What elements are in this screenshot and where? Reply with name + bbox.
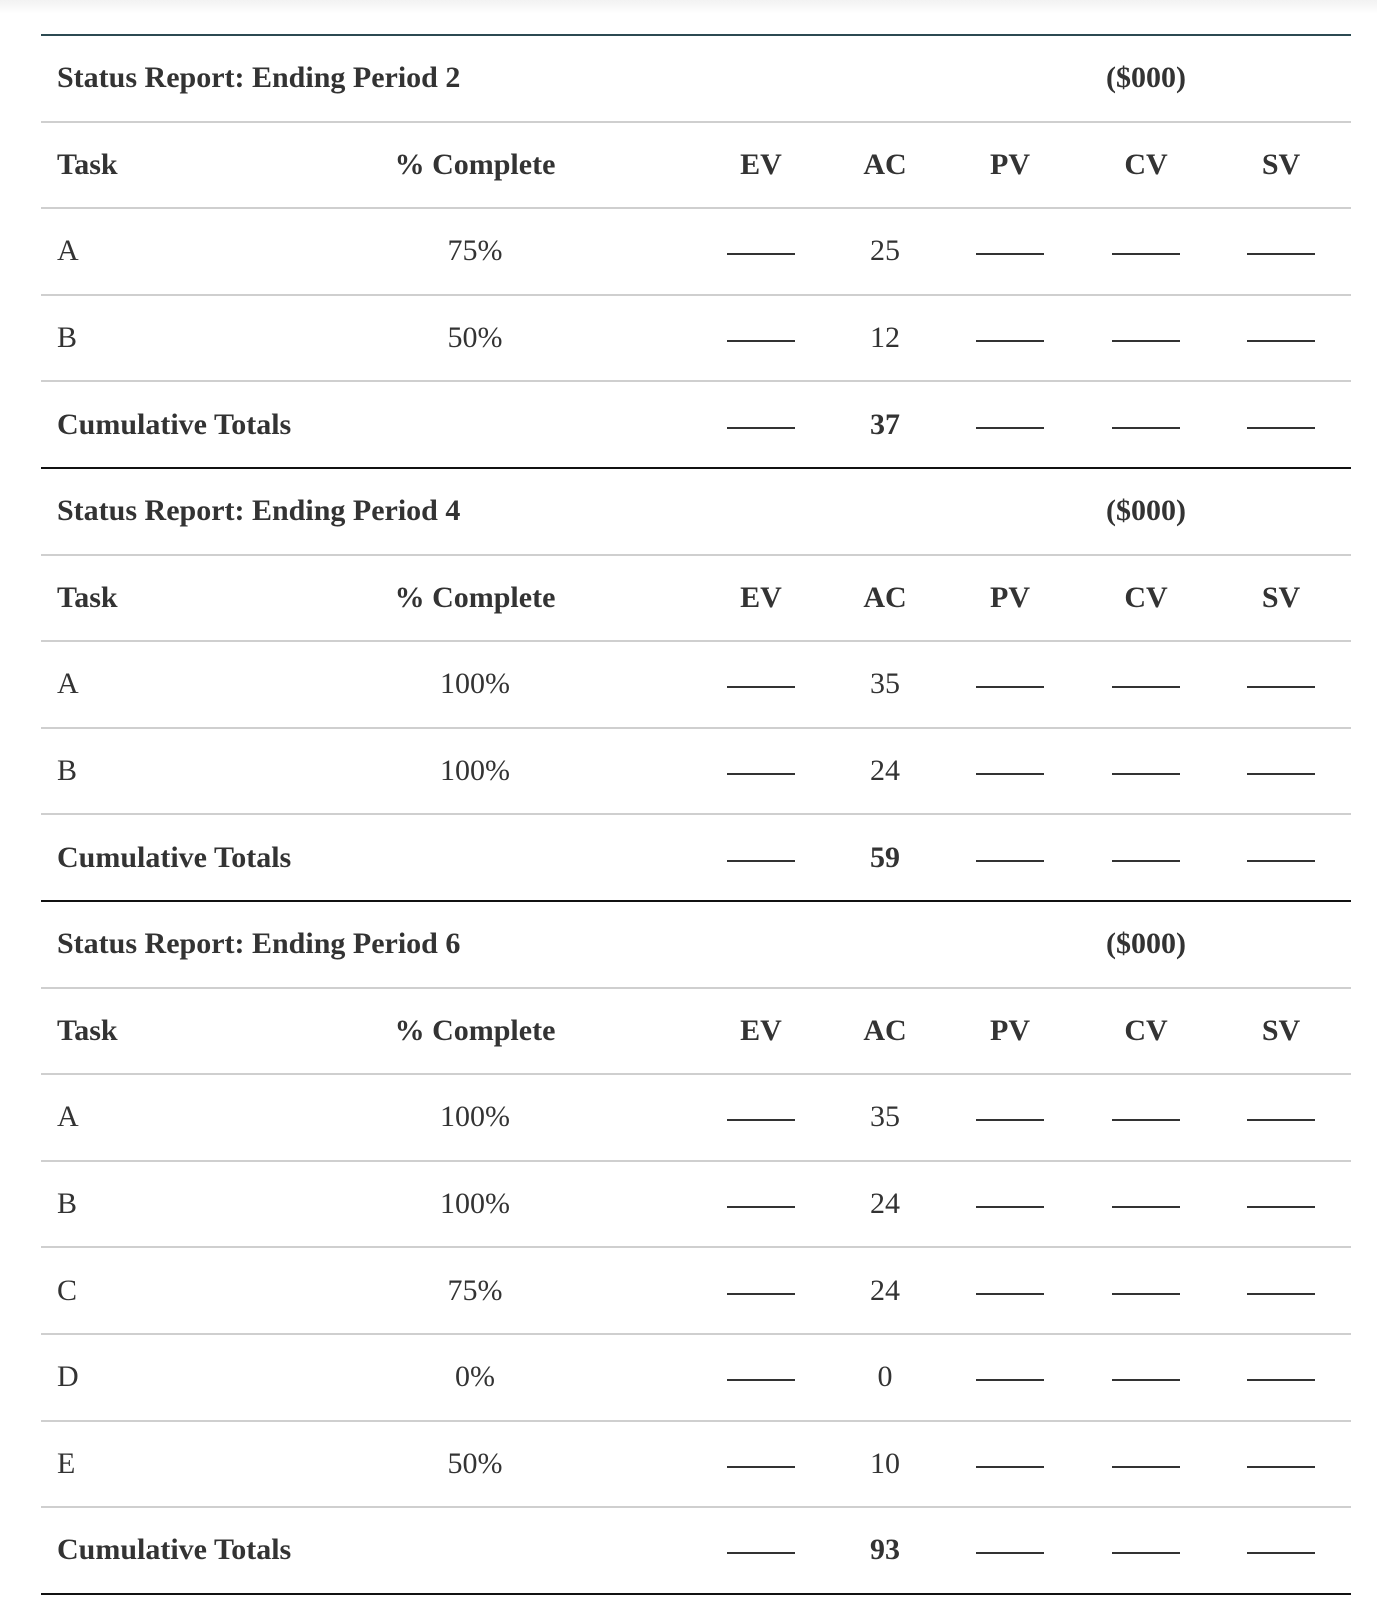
- col-header-pv: PV: [990, 147, 1030, 181]
- pct-complete: 0%: [455, 1360, 495, 1394]
- table-row: [41, 1335, 1351, 1422]
- blank-value-line: [727, 1552, 795, 1554]
- cv-cell: [1072, 1460, 1220, 1468]
- report-title-row: [41, 469, 1351, 556]
- report-title: Status Report: Ending Period 4: [57, 494, 461, 528]
- cv-cell: [1072, 1200, 1220, 1208]
- cumulative-totals-row: [41, 1508, 1351, 1595]
- blank-value-line: [976, 686, 1044, 688]
- blank-value-line: [976, 1119, 1044, 1121]
- blank-value-line: [1247, 340, 1315, 342]
- pct-complete: 50%: [447, 1446, 503, 1480]
- ev-cell: [700, 1287, 822, 1295]
- cv-cell: [1072, 1546, 1220, 1554]
- blank-value-line: [727, 686, 795, 688]
- task-name: A: [57, 667, 79, 701]
- pv-cell: [948, 767, 1072, 775]
- table-row: [41, 1248, 1351, 1335]
- blank-value-line: [1112, 1552, 1180, 1554]
- sv-cell: [1220, 1113, 1342, 1121]
- ac-value: 10: [870, 1446, 900, 1480]
- task-name: B: [57, 1187, 78, 1221]
- pv-cell: [948, 854, 1072, 862]
- pv-cell: [948, 680, 1072, 688]
- cv-cell: [1072, 247, 1220, 255]
- table-row: [41, 642, 1351, 729]
- ac-total: 37: [870, 407, 900, 441]
- col-header-sv: SV: [1261, 147, 1301, 181]
- task-name: B: [57, 321, 78, 355]
- ev-cell: [700, 1200, 822, 1208]
- pct-complete: 100%: [440, 1100, 510, 1134]
- col-header-sv: SV: [1261, 1013, 1301, 1047]
- blank-value-line: [727, 1466, 795, 1468]
- task-name: C: [57, 1273, 78, 1307]
- ac-total: 59: [870, 840, 900, 874]
- blank-value-line: [727, 1379, 795, 1381]
- col-header-ev: EV: [740, 1013, 782, 1047]
- report-title-row: [41, 36, 1351, 123]
- top-shade: [0, 0, 1377, 14]
- sv-cell: [1220, 1546, 1342, 1554]
- col-header-cv: CV: [1124, 147, 1168, 181]
- ev-cell: [700, 1546, 822, 1554]
- ac-value: 24: [870, 754, 900, 788]
- blank-value-line: [1112, 1293, 1180, 1295]
- table-row: [41, 1075, 1351, 1162]
- table-row: [41, 729, 1351, 816]
- task-name: B: [57, 754, 78, 788]
- sv-cell: [1220, 1460, 1342, 1468]
- col-header-task: Task: [57, 147, 118, 181]
- sv-cell: [1220, 767, 1342, 775]
- pct-complete: 75%: [447, 234, 503, 268]
- blank-value-line: [727, 1206, 795, 1208]
- unit-label: ($000): [1106, 61, 1186, 95]
- ac-total: 93: [870, 1533, 900, 1567]
- totals-label: Cumulative Totals: [57, 840, 292, 874]
- blank-value-line: [976, 253, 1044, 255]
- blank-value-line: [1112, 860, 1180, 862]
- pct-complete: 100%: [440, 667, 510, 701]
- blank-value-line: [976, 860, 1044, 862]
- sv-cell: [1220, 1287, 1342, 1295]
- blank-value-line: [976, 1552, 1044, 1554]
- sv-cell: [1220, 1200, 1342, 1208]
- table-row: [41, 1422, 1351, 1509]
- col-header-pct-complete: % Complete: [394, 147, 556, 181]
- blank-value-line: [1247, 1552, 1315, 1554]
- ev-cell: [700, 334, 822, 342]
- cv-cell: [1072, 1373, 1220, 1381]
- blank-value-line: [1247, 253, 1315, 255]
- col-header-ac: AC: [863, 580, 907, 614]
- totals-label: Cumulative Totals: [57, 407, 292, 441]
- pv-cell: [948, 247, 1072, 255]
- pv-cell: [948, 334, 1072, 342]
- blank-value-line: [727, 1119, 795, 1121]
- task-name: A: [57, 234, 79, 268]
- pct-complete: 50%: [447, 321, 503, 355]
- ev-cell: [700, 1460, 822, 1468]
- pv-cell: [948, 421, 1072, 429]
- unit-label: ($000): [1106, 927, 1186, 961]
- ac-value: 35: [870, 1100, 900, 1134]
- header-row: [41, 556, 1351, 643]
- blank-value-line: [976, 1379, 1044, 1381]
- blank-value-line: [1112, 686, 1180, 688]
- blank-value-line: [1247, 427, 1315, 429]
- pv-cell: [948, 1373, 1072, 1381]
- totals-label: Cumulative Totals: [57, 1533, 292, 1567]
- cv-cell: [1072, 1287, 1220, 1295]
- ac-value: 35: [870, 667, 900, 701]
- cv-cell: [1072, 421, 1220, 429]
- blank-value-line: [727, 253, 795, 255]
- ev-cell: [700, 680, 822, 688]
- blank-value-line: [1247, 1466, 1315, 1468]
- blank-value-line: [1112, 1206, 1180, 1208]
- blank-value-line: [1112, 427, 1180, 429]
- pv-cell: [948, 1287, 1072, 1295]
- ev-cell: [700, 854, 822, 862]
- cumulative-totals-row: [41, 382, 1351, 469]
- pv-cell: [948, 1460, 1072, 1468]
- task-name: D: [57, 1360, 79, 1394]
- blank-value-line: [1247, 1379, 1315, 1381]
- status-report-table: [41, 34, 1351, 1595]
- sv-cell: [1220, 247, 1342, 255]
- cv-cell: [1072, 1113, 1220, 1121]
- report-title: Status Report: Ending Period 6: [57, 927, 461, 961]
- ev-cell: [700, 1373, 822, 1381]
- cv-cell: [1072, 767, 1220, 775]
- ac-value: 0: [877, 1360, 893, 1394]
- header-row: [41, 989, 1351, 1076]
- col-header-ev: EV: [740, 580, 782, 614]
- sv-cell: [1220, 334, 1342, 342]
- sv-cell: [1220, 854, 1342, 862]
- blank-value-line: [976, 1466, 1044, 1468]
- col-header-pv: PV: [990, 580, 1030, 614]
- col-header-task: Task: [57, 580, 118, 614]
- blank-value-line: [1112, 1379, 1180, 1381]
- report-title: Status Report: Ending Period 2: [57, 61, 461, 95]
- ev-cell: [700, 421, 822, 429]
- table-row: [41, 1162, 1351, 1249]
- ev-cell: [700, 247, 822, 255]
- ac-value: 24: [870, 1273, 900, 1307]
- blank-value-line: [1112, 253, 1180, 255]
- blank-value-line: [1112, 1466, 1180, 1468]
- col-header-pct-complete: % Complete: [394, 1013, 556, 1047]
- blank-value-line: [1112, 1119, 1180, 1121]
- col-header-ev: EV: [740, 147, 782, 181]
- col-header-cv: CV: [1124, 580, 1168, 614]
- blank-value-line: [1247, 860, 1315, 862]
- blank-value-line: [1247, 1293, 1315, 1295]
- ev-cell: [700, 1113, 822, 1121]
- col-header-pv: PV: [990, 1013, 1030, 1047]
- blank-value-line: [727, 340, 795, 342]
- ev-cell: [700, 767, 822, 775]
- col-header-pct-complete: % Complete: [394, 580, 556, 614]
- cv-cell: [1072, 334, 1220, 342]
- blank-value-line: [976, 1206, 1044, 1208]
- col-header-ac: AC: [863, 147, 907, 181]
- blank-value-line: [1247, 1119, 1315, 1121]
- col-header-task: Task: [57, 1013, 118, 1047]
- pct-complete: 75%: [447, 1273, 503, 1307]
- blank-value-line: [727, 773, 795, 775]
- report-title-row: [41, 902, 1351, 989]
- blank-value-line: [976, 340, 1044, 342]
- blank-value-line: [1112, 773, 1180, 775]
- col-header-sv: SV: [1261, 580, 1301, 614]
- sv-cell: [1220, 421, 1342, 429]
- col-header-cv: CV: [1124, 1013, 1168, 1047]
- pv-cell: [948, 1200, 1072, 1208]
- blank-value-line: [976, 427, 1044, 429]
- pct-complete: 100%: [440, 1187, 510, 1221]
- cumulative-totals-row: [41, 815, 1351, 902]
- pct-complete: 100%: [440, 754, 510, 788]
- blank-value-line: [727, 1293, 795, 1295]
- header-row: [41, 123, 1351, 210]
- blank-value-line: [1247, 686, 1315, 688]
- blank-value-line: [727, 860, 795, 862]
- ac-value: 25: [870, 234, 900, 268]
- blank-value-line: [727, 427, 795, 429]
- pv-cell: [948, 1546, 1072, 1554]
- blank-value-line: [976, 1293, 1044, 1295]
- blank-value-line: [1247, 1206, 1315, 1208]
- task-name: A: [57, 1100, 79, 1134]
- ac-value: 12: [870, 321, 900, 355]
- cv-cell: [1072, 854, 1220, 862]
- table-row: [41, 296, 1351, 383]
- cv-cell: [1072, 680, 1220, 688]
- pv-cell: [948, 1113, 1072, 1121]
- sv-cell: [1220, 680, 1342, 688]
- blank-value-line: [976, 773, 1044, 775]
- blank-value-line: [1112, 340, 1180, 342]
- task-name: E: [57, 1446, 76, 1480]
- unit-label: ($000): [1106, 494, 1186, 528]
- table-row: [41, 209, 1351, 296]
- col-header-ac: AC: [863, 1013, 907, 1047]
- sv-cell: [1220, 1373, 1342, 1381]
- blank-value-line: [1247, 773, 1315, 775]
- ac-value: 24: [870, 1187, 900, 1221]
